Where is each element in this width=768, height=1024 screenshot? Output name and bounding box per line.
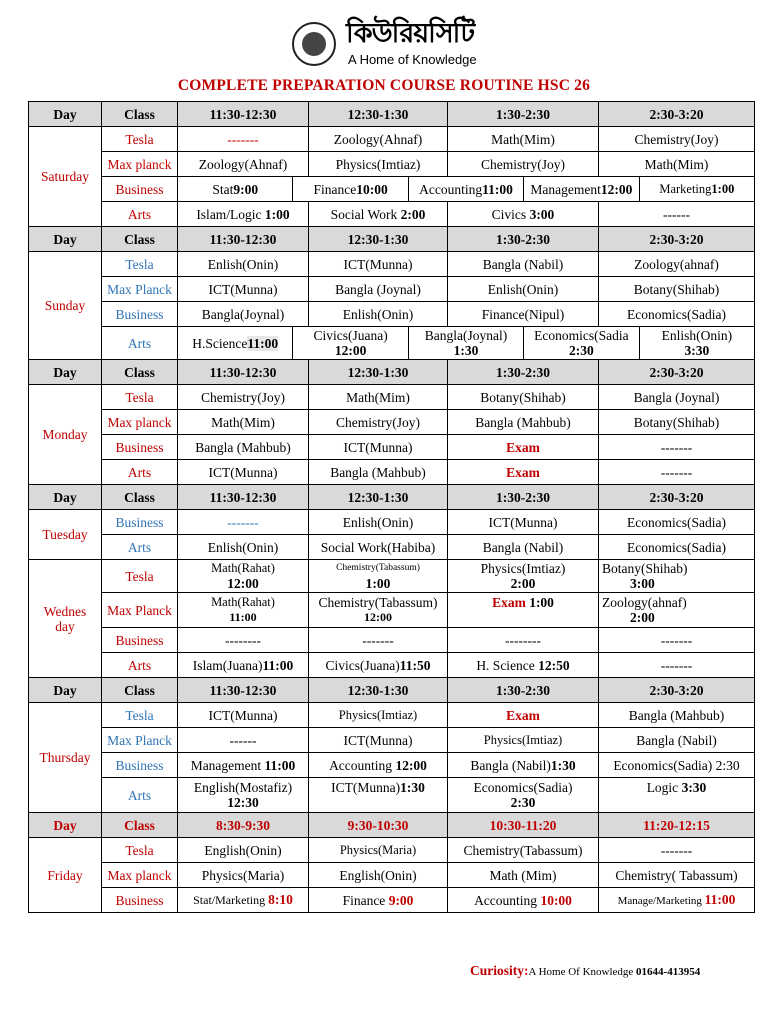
- routine-cell: Enlish(Onin): [178, 252, 309, 277]
- routine-cell: Finance(Nipul): [448, 302, 599, 327]
- routine-cell: Physics(Maria): [309, 838, 448, 863]
- header-slot: 12:30-1:30: [309, 360, 448, 385]
- exam-cell: Exam: [448, 703, 599, 728]
- class-label: Tesla: [102, 252, 178, 277]
- header-slot: 2:30-3:20: [599, 485, 755, 510]
- routine-cell: H.Science 11:00: [192, 335, 279, 351]
- header-day: Day: [29, 102, 102, 127]
- routine-cell: -------: [599, 628, 755, 653]
- day-label: Friday: [29, 838, 102, 913]
- class-label: Arts: [102, 535, 178, 560]
- routine-cell: Islam/Logic 1:00: [178, 202, 309, 227]
- routine-cell: Finance 10:00: [292, 177, 407, 201]
- routine-cell: Chemistry(Tabassum) 12:00: [309, 593, 448, 628]
- routine-table: [28, 101, 755, 913]
- day-label: Thursday: [29, 703, 102, 813]
- table-row: [29, 410, 755, 435]
- routine-cell: Social Work 2:00: [309, 202, 448, 227]
- class-label: Business: [102, 753, 178, 778]
- table-row: [29, 385, 755, 410]
- routine-cell: Bangla(Joynal): [178, 302, 309, 327]
- routine-cell: Physics(Imtiaz) 2:00: [448, 560, 599, 593]
- header-day: Day: [29, 360, 102, 385]
- header-day: Day: [29, 678, 102, 703]
- header-slot: 1:30-2:30: [448, 485, 599, 510]
- page-title: COMPLETE PREPARATION COURSE ROUTINE HSC 26: [177, 77, 591, 94]
- routine-cell: Enlish(Onin): [309, 510, 448, 535]
- routine-cell: Management 11:00: [178, 753, 309, 778]
- routine-cell: Math(Mim): [309, 385, 448, 410]
- table-row: [29, 152, 755, 177]
- table-header-row: [29, 227, 755, 252]
- table-header-row: [29, 360, 755, 385]
- routine-cell: Economics(Sadia): [599, 535, 755, 560]
- routine-cell: Math(Rahat) 12:00: [178, 560, 309, 593]
- table-row: [29, 653, 755, 678]
- header-slot: 2:30-3:20: [599, 227, 755, 252]
- day-label: Monday: [29, 385, 102, 485]
- header-slot: 2:30-3:20: [599, 102, 755, 127]
- routine-cell: -------: [309, 628, 448, 653]
- day-label: Tuesday: [29, 510, 102, 560]
- routine-cell: Islam(Juana)11:00: [178, 653, 309, 678]
- routine-cell: Bangla (Nabil): [599, 728, 755, 753]
- header-slot: 1:30-2:30: [448, 360, 599, 385]
- class-label: Tesla: [102, 385, 178, 410]
- routine-cell: Zoology(ahnaf) 2:00: [599, 593, 755, 628]
- routine-cell: Bangla (Joynal): [309, 277, 448, 302]
- routine-cell: -------: [599, 838, 755, 863]
- footer-phone: 01644-413954: [636, 966, 701, 978]
- exam-cell: Exam: [448, 435, 599, 460]
- class-label: Arts: [102, 653, 178, 678]
- curiosity-seal-logo: [292, 22, 336, 66]
- routine-cell: ICT(Munna)1:30: [309, 778, 448, 813]
- header-slot: 12:30-1:30: [309, 227, 448, 252]
- header-slot: 11:20-12:15: [599, 813, 755, 838]
- class-label: Arts: [102, 202, 178, 227]
- table-header-row: [29, 102, 755, 127]
- routine-cell: Bangla (Joynal): [599, 385, 755, 410]
- class-label: Max planck: [102, 152, 178, 177]
- exam-cell: Exam: [448, 460, 599, 485]
- class-label: Business: [102, 888, 178, 913]
- routine-cell: ICT(Munna): [178, 460, 309, 485]
- header-slot: 12:30-1:30: [309, 102, 448, 127]
- routine-cell: Stat/Marketing 8:10: [178, 888, 309, 913]
- routine-cell: Math(Mim): [178, 410, 309, 435]
- class-label: Tesla: [102, 703, 178, 728]
- header-slot: 11:30-12:30: [178, 360, 309, 385]
- table-row: [29, 560, 755, 593]
- routine-cell: Math (Mim): [448, 863, 599, 888]
- table-row: [29, 177, 755, 202]
- header-class: Class: [102, 485, 178, 510]
- header-slot: 11:30-12:30: [178, 678, 309, 703]
- routine-cell: Stat 9:00: [212, 181, 259, 197]
- table-row: [29, 202, 755, 227]
- table-row: [29, 838, 755, 863]
- table-row: [29, 888, 755, 913]
- brand-name-bangla: কিউরিয়সিটি: [346, 18, 475, 49]
- routine-cell: -------: [178, 127, 309, 152]
- routine-cell: Marketing 1:00: [639, 177, 754, 201]
- table-header-row: [29, 485, 755, 510]
- routine-cell: Economics(Sadia): [599, 302, 755, 327]
- exam-cell: Exam 1:00: [448, 593, 599, 628]
- routine-cell: Botany(Shihab): [599, 410, 755, 435]
- header-day: Day: [29, 485, 102, 510]
- class-label: Business: [102, 435, 178, 460]
- table-row: [29, 628, 755, 653]
- header-slot: 11:30-12:30: [178, 102, 309, 127]
- routine-cell: ------: [178, 728, 309, 753]
- header-slot: 8:30-9:30: [178, 813, 309, 838]
- routine-cell: Zoology(ahnaf): [599, 252, 755, 277]
- day-label: Saturday: [29, 127, 102, 227]
- routine-cell: English(Mostafiz) 12:30: [178, 778, 309, 813]
- header-slot: 2:30-3:20: [599, 678, 755, 703]
- routine-cell: Economics(Sadia): [599, 510, 755, 535]
- class-label: Max Planck: [102, 593, 178, 628]
- routine-cell: --------: [178, 628, 309, 653]
- class-label: Business: [102, 628, 178, 653]
- routine-cell: -------: [178, 510, 309, 535]
- table-row: [29, 593, 755, 628]
- routine-cell: Economics(Sadia) 2:30: [599, 753, 755, 778]
- class-label: Max Planck: [102, 728, 178, 753]
- table-header-row: [29, 678, 755, 703]
- header-slot: 12:30-1:30: [309, 485, 448, 510]
- table-row: [29, 863, 755, 888]
- table-row: [29, 460, 755, 485]
- table-header-row: [29, 813, 755, 838]
- routine-cell: ICT(Munna): [309, 435, 448, 460]
- routine-cell: Enlish(Onin): [448, 277, 599, 302]
- routine-cell: Botany(Shihab): [448, 385, 599, 410]
- routine-cell: Manage/Marketing 11:00: [599, 888, 755, 913]
- routine-cell: ICT(Munna): [178, 703, 309, 728]
- header-slot: 10:30-11:20: [448, 813, 599, 838]
- class-label: Business: [102, 302, 178, 327]
- routine-cell: Chemistry( Tabassum): [599, 863, 755, 888]
- header-class: Class: [102, 227, 178, 252]
- routine-cell: Economics(Sadia 2:30: [523, 327, 638, 359]
- day-label: Wednes day: [29, 560, 102, 678]
- table-row: [29, 753, 755, 778]
- class-label: Tesla: [102, 838, 178, 863]
- table-row: [29, 327, 755, 360]
- routine-cell: Botany(Shihab): [599, 277, 755, 302]
- routine-cell: Chemistry(Tabassum) 1:00: [309, 560, 448, 593]
- split-cell: [178, 177, 755, 202]
- class-label: Tesla: [102, 560, 178, 593]
- footer-tagline: A Home Of Knowledge: [528, 966, 637, 978]
- header-slot: 2:30-3:20: [599, 360, 755, 385]
- class-label: Business: [102, 177, 178, 202]
- class-label: Business: [102, 510, 178, 535]
- footer: [470, 963, 700, 979]
- routine-cell: -------: [599, 653, 755, 678]
- routine-cell: Chemistry(Joy): [599, 127, 755, 152]
- routine-cell: Bangla (Mahbub): [178, 435, 309, 460]
- footer-brand: Curiosity:: [470, 963, 529, 978]
- table-row: [29, 535, 755, 560]
- split-cell: [178, 327, 755, 360]
- class-label: Max planck: [102, 410, 178, 435]
- routine-cell: Chemistry(Joy): [178, 385, 309, 410]
- class-label: Arts: [102, 327, 178, 360]
- class-label: Max Planck: [102, 277, 178, 302]
- routine-cell: Physics(Imtiaz): [309, 703, 448, 728]
- routine-cell: Accounting 10:00: [448, 888, 599, 913]
- routine-cell: Enlish(Onin) 3:30: [639, 327, 754, 359]
- routine-cell: Enlish(Onin): [309, 302, 448, 327]
- header-class: Class: [102, 360, 178, 385]
- routine-cell: ICT(Munna): [178, 277, 309, 302]
- table-row: [29, 252, 755, 277]
- header-class: Class: [102, 102, 178, 127]
- table-row: [29, 435, 755, 460]
- header-slot: 12:30-1:30: [309, 678, 448, 703]
- routine-cell: Bangla (Mahbub): [448, 410, 599, 435]
- routine-cell: Management 12:00: [523, 177, 638, 201]
- routine-cell: ICT(Munna): [448, 510, 599, 535]
- table-row: [29, 127, 755, 152]
- routine-cell: Accounting 12:00: [309, 753, 448, 778]
- routine-cell: Bangla (Nabil)1:30: [448, 753, 599, 778]
- routine-cell: ICT(Munna): [309, 252, 448, 277]
- routine-cell: ICT(Munna): [309, 728, 448, 753]
- routine-cell: Math(Mim): [599, 152, 755, 177]
- class-label: Max planck: [102, 863, 178, 888]
- routine-cell: Physics(Imtiaz): [448, 728, 599, 753]
- table-row: [29, 302, 755, 327]
- table-row: [29, 277, 755, 302]
- routine-cell: Physics(Imtiaz): [309, 152, 448, 177]
- routine-cell: Chemistry(Joy): [309, 410, 448, 435]
- routine-cell: Civics(Juana) 12:00: [292, 327, 407, 359]
- routine-cell: Botany(Shihab) 3:00: [599, 560, 755, 593]
- table-row: [29, 510, 755, 535]
- routine-cell: -------: [599, 460, 755, 485]
- header-day: Day: [29, 813, 102, 838]
- routine-cell: Zoology(Ahnaf): [178, 152, 309, 177]
- routine-cell: Math(Mim): [448, 127, 599, 152]
- routine-cell: English(Onin): [178, 838, 309, 863]
- routine-cell: Economics(Sadia) 2:30: [448, 778, 599, 813]
- routine-cell: Bangla (Mahbub): [309, 460, 448, 485]
- header-slot: 11:30-12:30: [178, 485, 309, 510]
- routine-cell: Bangla(Joynal) 1:30: [408, 327, 523, 359]
- routine-cell: Bangla (Nabil): [448, 252, 599, 277]
- routine-cell: Bangla (Mahbub): [599, 703, 755, 728]
- routine-cell: Social Work(Habiba): [309, 535, 448, 560]
- routine-cell: English(Onin): [309, 863, 448, 888]
- header-class: Class: [102, 678, 178, 703]
- routine-cell: Logic 3:30: [599, 778, 755, 813]
- routine-cell: Enlish(Onin): [178, 535, 309, 560]
- routine-cell: Chemistry(Joy): [448, 152, 599, 177]
- routine-cell: Physics(Maria): [178, 863, 309, 888]
- header-slot: 11:30-12:30: [178, 227, 309, 252]
- routine-cell: Zoology(Ahnaf): [309, 127, 448, 152]
- header-day: Day: [29, 227, 102, 252]
- brand-header: [0, 16, 768, 76]
- table-row: [29, 728, 755, 753]
- table-row: [29, 778, 755, 813]
- header-slot: 1:30-2:30: [448, 678, 599, 703]
- routine-cell: ------: [599, 202, 755, 227]
- header-slot: 9:30-10:30: [309, 813, 448, 838]
- day-label: Sunday: [29, 252, 102, 360]
- routine-cell: --------: [448, 628, 599, 653]
- routine-cell: H. Science 12:50: [448, 653, 599, 678]
- routine-cell: Civics 3:00: [448, 202, 599, 227]
- routine-cell: -------: [599, 435, 755, 460]
- routine-cell: Bangla (Nabil): [448, 535, 599, 560]
- class-label: Arts: [102, 460, 178, 485]
- routine-cell: Accounting 11:00: [408, 177, 523, 201]
- routine-cell: Math(Rahat) 11:00: [178, 593, 309, 628]
- table-row: [29, 703, 755, 728]
- header-class: Class: [102, 813, 178, 838]
- header-slot: 1:30-2:30: [448, 227, 599, 252]
- header-slot: 1:30-2:30: [448, 102, 599, 127]
- class-label: Arts: [102, 778, 178, 813]
- brand-tagline: A Home of Knowledge: [348, 52, 477, 67]
- class-label: Tesla: [102, 127, 178, 152]
- routine-cell: Chemistry(Tabassum): [448, 838, 599, 863]
- routine-cell: Finance 9:00: [309, 888, 448, 913]
- routine-cell: Civics(Juana)11:50: [309, 653, 448, 678]
